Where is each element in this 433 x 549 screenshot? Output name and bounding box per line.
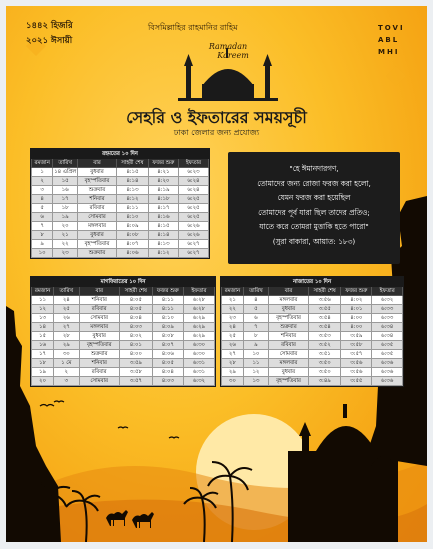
table-cell: ৯ [32,240,53,249]
table-cell: ৬:২৫ [178,204,208,213]
table-cell: ১০ [243,350,268,359]
table-cell: ৪:০৭ [152,341,183,350]
quote-line: যেমন ফরজ করা হয়েছিল [277,193,351,202]
schedule-table-magfirat [30,276,216,387]
table-cell: ৪:১১ [152,296,183,305]
table-cell: ৬:২৬ [178,231,208,240]
table-row [32,240,209,249]
column-header: বার [269,287,309,296]
table-cell: সোমবার [269,350,309,359]
table-cell: ৪:০০ [341,314,372,323]
table-cell: ৬:৩৫ [372,341,403,350]
table-body [222,296,403,386]
table-row [32,222,209,231]
table-cell: ৩০ [222,377,244,386]
table-cell: ৬:৩৩ [372,314,403,323]
table-cell: শনিবার [79,359,119,368]
table-cell: ৪:১১ [116,204,148,213]
table-cell: ১ মে [53,359,79,368]
table-cell: ৩:৫৬ [341,359,372,368]
table-cell: বুধবার [269,368,309,377]
table-cell: ১৪ এপ্রিল [54,169,77,175]
table-cell: ৩০ [53,350,79,359]
table-cell: ৬ [32,213,53,222]
table-cell: বুধবার [79,332,119,341]
table-cell: ৩ [32,186,53,195]
table-row [32,332,215,341]
ramadan-poster [6,6,427,542]
column-header: বার [79,287,119,296]
table-cell: ২৩ [222,314,244,323]
table-cell: ৪:১২ [116,195,148,204]
table-cell: ৩:৫০ [308,368,341,377]
table-cell: ৪:০১ [341,305,372,314]
table-cell: ২৪ [53,296,79,305]
table-cell: ১৬ [32,341,54,350]
quote-reference: (সুরা বাকারা, আয়াত: ১৮৩) [272,236,356,246]
table-cell: ১২ [32,305,54,314]
schedule-table-najat [220,276,404,387]
table-cell: ৪:১৪ [148,231,178,240]
table-cell: ৪:০৮ [116,231,148,240]
table-cell: ৪:১৫ [148,222,178,231]
table-cell: ৩:৫৫ [308,305,341,314]
table-cell: শনিবার [79,296,119,305]
quote-line: তোমাদের পূর্ব যারা ছিল তাদের প্রতিও; [258,207,370,217]
table-cell: শুক্রবার [78,249,117,258]
table-cell: ৩:৫৮ [119,368,152,377]
table-cell: সোমবার [79,314,119,323]
table-cell: ২০ [32,377,54,386]
table-cell: ৪:১৩ [116,186,148,195]
table-cell: ৪:২১ [148,168,178,177]
table-row [32,323,215,332]
column-header: ইফতার [183,287,214,296]
table-cell: মঙ্গলবার [79,323,119,332]
table-cell: ৬:৩৬ [372,377,403,386]
table-cell: ৬:৩২ [183,377,214,386]
table-cell: রবিবার [78,204,117,213]
quote-line: যাতে করে তোমরা মুত্তাকি হতে পারো" [259,222,369,231]
table-cell: ২৯ [53,341,79,350]
table-cell: ১০ [32,249,53,258]
table-cell: ৪:০৫ [119,296,152,305]
table-cell: ১১ [32,296,54,305]
table-cell: ২৬ [53,314,79,323]
table-cell: ৪:০৯ [116,222,148,231]
table-cell: ১৩ [243,377,268,386]
table-row [32,341,215,350]
table-caption: রহমতের ১০ দিন [32,150,209,159]
column-header: তারিখ [53,159,78,168]
column-header: বার [78,159,117,168]
table-row [32,213,209,222]
table-cell: ৬:৩৪ [372,332,403,341]
table-cell: ১৬ [53,186,78,195]
table-cell: ১৪ [32,323,54,332]
table-row [32,249,209,258]
table-cell: বুধবার [78,168,117,177]
table-cell: ২৫ [222,332,244,341]
column-header: ইফতার [178,159,208,168]
table-cell: ৪:২০ [148,177,178,186]
table-cell: শনিবার [78,195,117,204]
table-cell: ২৩ [53,249,78,258]
table-row [32,359,215,368]
table-cell: ৩:৫২ [308,341,341,350]
table-cell: ২২ [222,305,244,314]
table-cell: ৬:২৯ [183,323,214,332]
table-cell: ৬ [243,314,268,323]
table-cell: ৩:৫০ [308,359,341,368]
table-cell: ৬:২৬ [178,222,208,231]
table-cell: ৬:৩৬ [372,368,403,377]
table-cell: ৩:৪৯ [308,377,341,386]
table-cell: ৪ [32,195,53,204]
table-cell: রবিবার [269,341,309,350]
table-cell: ১৫ [32,332,54,341]
column-header: ফজর শুরু [152,287,183,296]
table-cell: ৭ [243,323,268,332]
table-cell: সোমবার [78,213,117,222]
table-cell: ৪:০৫ [152,359,183,368]
table-cell: ৩ [53,377,79,386]
table-cell: ৮ [32,231,53,240]
table-cell: ১৮ [32,359,54,368]
table-row [32,350,215,359]
table-cell: শনিবার [269,332,309,341]
table-row [32,296,215,305]
table-cell: ৫ [32,204,53,213]
background-scene [6,6,427,542]
table-cell: ৬:২৮ [183,296,214,305]
column-header: সাহরী শেষ [308,287,341,296]
table-row [222,359,403,368]
table-cell: ৩:৫৭ [119,377,152,386]
table-cell: ৪:১০ [116,213,148,222]
table-cell: মঙ্গলবার [78,222,117,231]
table-row [222,296,403,305]
table-cell: ৩:৫৪ [308,314,341,323]
column-header: ফজর শুরু [148,159,178,168]
bismillah-text: বিসমিল্লাহির রাহমানির রাহিম [148,23,238,32]
table-cell: ৬:২৭ [178,249,208,258]
table-cell: ১৭ [53,195,78,204]
table-cell: ২৮ [53,332,79,341]
table-cell: ৪ [243,296,268,305]
table-cell: ৪:০৬ [152,350,183,359]
table-cell: ৯ [243,341,268,350]
table-cell: রবিবার [79,368,119,377]
table-cell: সোমবার [79,377,119,386]
table-cell: ৪:০১ [119,341,152,350]
table-cell: ৬:২৭ [178,240,208,249]
table-cell: ৩:৫৮ [341,341,372,350]
table-cell: ৩:৫৯ [341,332,372,341]
table-cell: ৪:১৭ [148,204,178,213]
table-row [222,350,403,359]
table-row [222,341,403,350]
table-cell: ৪:১৬ [148,213,178,222]
table-cell: ৪:১৪ [116,177,148,186]
table-cell: ২৭ [222,350,244,359]
table-cell: ৩:৫৯ [119,359,152,368]
table-cell: ৪:০৫ [119,305,152,314]
table-cell: বুধবার [78,231,117,240]
table-cell: ৪:০৬ [116,249,148,258]
table-cell: ৩:৫১ [308,350,341,359]
table-cell: ৪:০৯ [152,323,183,332]
table-cell: ৬:২৯ [183,332,214,341]
table-row [32,368,215,377]
table-cell: ২৪ [222,323,244,332]
table-row [32,314,215,323]
table-cell: ৮ [243,332,268,341]
column-header: রমজান [222,287,244,296]
table-cell: ২ [32,177,53,186]
table-cell: ৩:৫৪ [308,323,341,332]
table-cell: ৬:২৫ [178,213,208,222]
table-caption: মাগফিরাতের ১০ দিন [32,278,215,287]
table-row [32,305,215,314]
table-cell: ৬:৩০ [183,341,214,350]
ad-year: ২০২১ ঈসায়ী [26,36,73,46]
table-row [32,231,209,240]
table-cell: বুধবার [269,305,309,314]
table-cell: ৬:৩৪ [372,323,403,332]
table-cell: ২৯ [222,368,244,377]
table-cell: ৪:০৪ [152,368,183,377]
table-cell: বৃহস্পতিবার [78,177,117,186]
table-cell: ৪:০২ [119,332,152,341]
column-header: রমজান [32,287,54,296]
table-row [32,195,209,204]
table-cell: ২ [53,368,79,377]
table-cell: ১৮ [53,204,78,213]
table-row [32,186,209,195]
table-cell: ২১ [222,296,244,305]
table-cell: ২৭ [53,323,79,332]
table-row [32,177,209,186]
quran-quote-box [228,152,400,264]
table-cell: ৪:১২ [148,249,178,258]
table-cell: শুক্রবার [269,323,309,332]
table-row [222,332,403,341]
table-cell: ৪:১৩ [148,240,178,249]
table-row [32,168,209,177]
table-cell: ৬:৩৫ [372,350,403,359]
table-cell: ৪:১১ [152,305,183,314]
table-cell: ৬:৩১ [183,359,214,368]
table-cell: ৬:৩১ [183,368,214,377]
table-cell: বৃহস্পতিবার [79,341,119,350]
table-cell: ৬:৩০ [183,350,214,359]
table-cell: ১ [32,168,53,177]
table-cell: ৩:৫৬ [341,368,372,377]
table-cell: ১২ [243,368,268,377]
table-cell: শুক্রবার [78,186,117,195]
table-row [222,323,403,332]
table-cell: ৩:৫৬ [308,296,341,305]
bird-icons [40,401,179,438]
table-cell: ৫ [243,305,268,314]
table-cell: ৪:০২ [341,296,372,305]
table-cell: ৬:৩৬ [372,359,403,368]
table-cell: ৪:১৫ [116,168,148,177]
table-cell: ২২ [53,240,78,249]
table-cell: শুক্রবার [79,350,119,359]
column-header: রমজান [32,159,53,168]
column-header: তারিখ [243,287,268,296]
table-cell: ২১ [53,231,78,240]
table-cell: ৪:০০ [119,350,152,359]
table-cell: ২৬ [222,341,244,350]
table-cell: মঙ্গলবার [269,296,309,305]
table-cell: ৪:০০ [341,323,372,332]
table-cell: ৩:৫৫ [341,377,372,386]
column-header: সাহরী শেষ [119,287,152,296]
table-cell: ২০ [53,222,78,231]
table-cell: ৪:১৯ [148,186,178,195]
table-row [222,377,403,386]
table-cell: ১৯ [32,368,54,377]
table-cell: ৪:০৩ [152,377,183,386]
table-caption: নাজাতের ১০ দিন [222,278,403,287]
table-cell: ১৭ [32,350,54,359]
table-cell: ৬:২৯ [183,314,214,323]
table-body [32,296,215,386]
column-header: ফজর শুরু [341,287,372,296]
table-cell: ৬:২৫ [178,195,208,204]
table-cell: ৩:৫৩ [308,332,341,341]
page-title: সেহরি ও ইফতারের সময়সূচী [126,108,307,127]
table-row [222,368,403,377]
column-header: ইফতার [372,287,403,296]
schedule-table-rahmat [30,148,210,259]
table-cell: ৭ [32,222,53,231]
column-header: সাহরী শেষ [116,159,148,168]
page-subtitle: ঢাকা জেলার জন্য প্রযোজ্য [173,128,260,137]
table-cell: ১৫ [53,177,78,186]
table-cell: ৬:২৩ [178,168,208,177]
quote-line: "হে ঈমানদারগণ, [289,164,339,173]
table-cell: ৪:০৪ [119,314,152,323]
table-cell: ৩:৫৭ [341,350,372,359]
table-cell: ২৮ [222,359,244,368]
table-body [32,168,209,258]
table-cell: ৬:২৮ [183,305,214,314]
table-cell: ৪:০৩ [119,323,152,332]
table-cell: বৃহস্পতিবার [269,314,309,323]
quote-line: তোমাদের জন্য রোজা ফরজ করা হলো, [257,178,371,188]
table-cell: বৃহস্পতিবার [78,240,117,249]
table-cell: ৪:১০ [152,314,183,323]
table-cell: ৬:৩২ [372,296,403,305]
table-row [222,305,403,314]
table-row [32,204,209,213]
table-cell: ৪:০৭ [116,240,148,249]
table-cell: ৬:৩৩ [372,305,403,314]
table-cell: ১৩ [32,314,54,323]
hijri-year: ১৪৪২ হিজরি [26,21,73,31]
table-row [222,314,403,323]
table-cell: ৬:২৪ [178,186,208,195]
table-cell: ১১ [243,359,268,368]
column-header: তারিখ [53,287,79,296]
table-row [32,377,215,386]
table-cell: বৃহস্পতিবার [269,377,309,386]
table-cell: মঙ্গলবার [269,359,309,368]
table-cell: ৬:২৪ [178,177,208,186]
table-cell: ৪:০৮ [152,332,183,341]
table-cell: ৪:১৮ [148,195,178,204]
brand-logo: TOVI ABL MHI [378,24,405,56]
table-cell: রবিবার [79,305,119,314]
table-cell: ২৫ [53,305,79,314]
table-cell: ১৯ [53,213,78,222]
ramadan-kareem-text: Ramadan Kareem [208,42,249,60]
